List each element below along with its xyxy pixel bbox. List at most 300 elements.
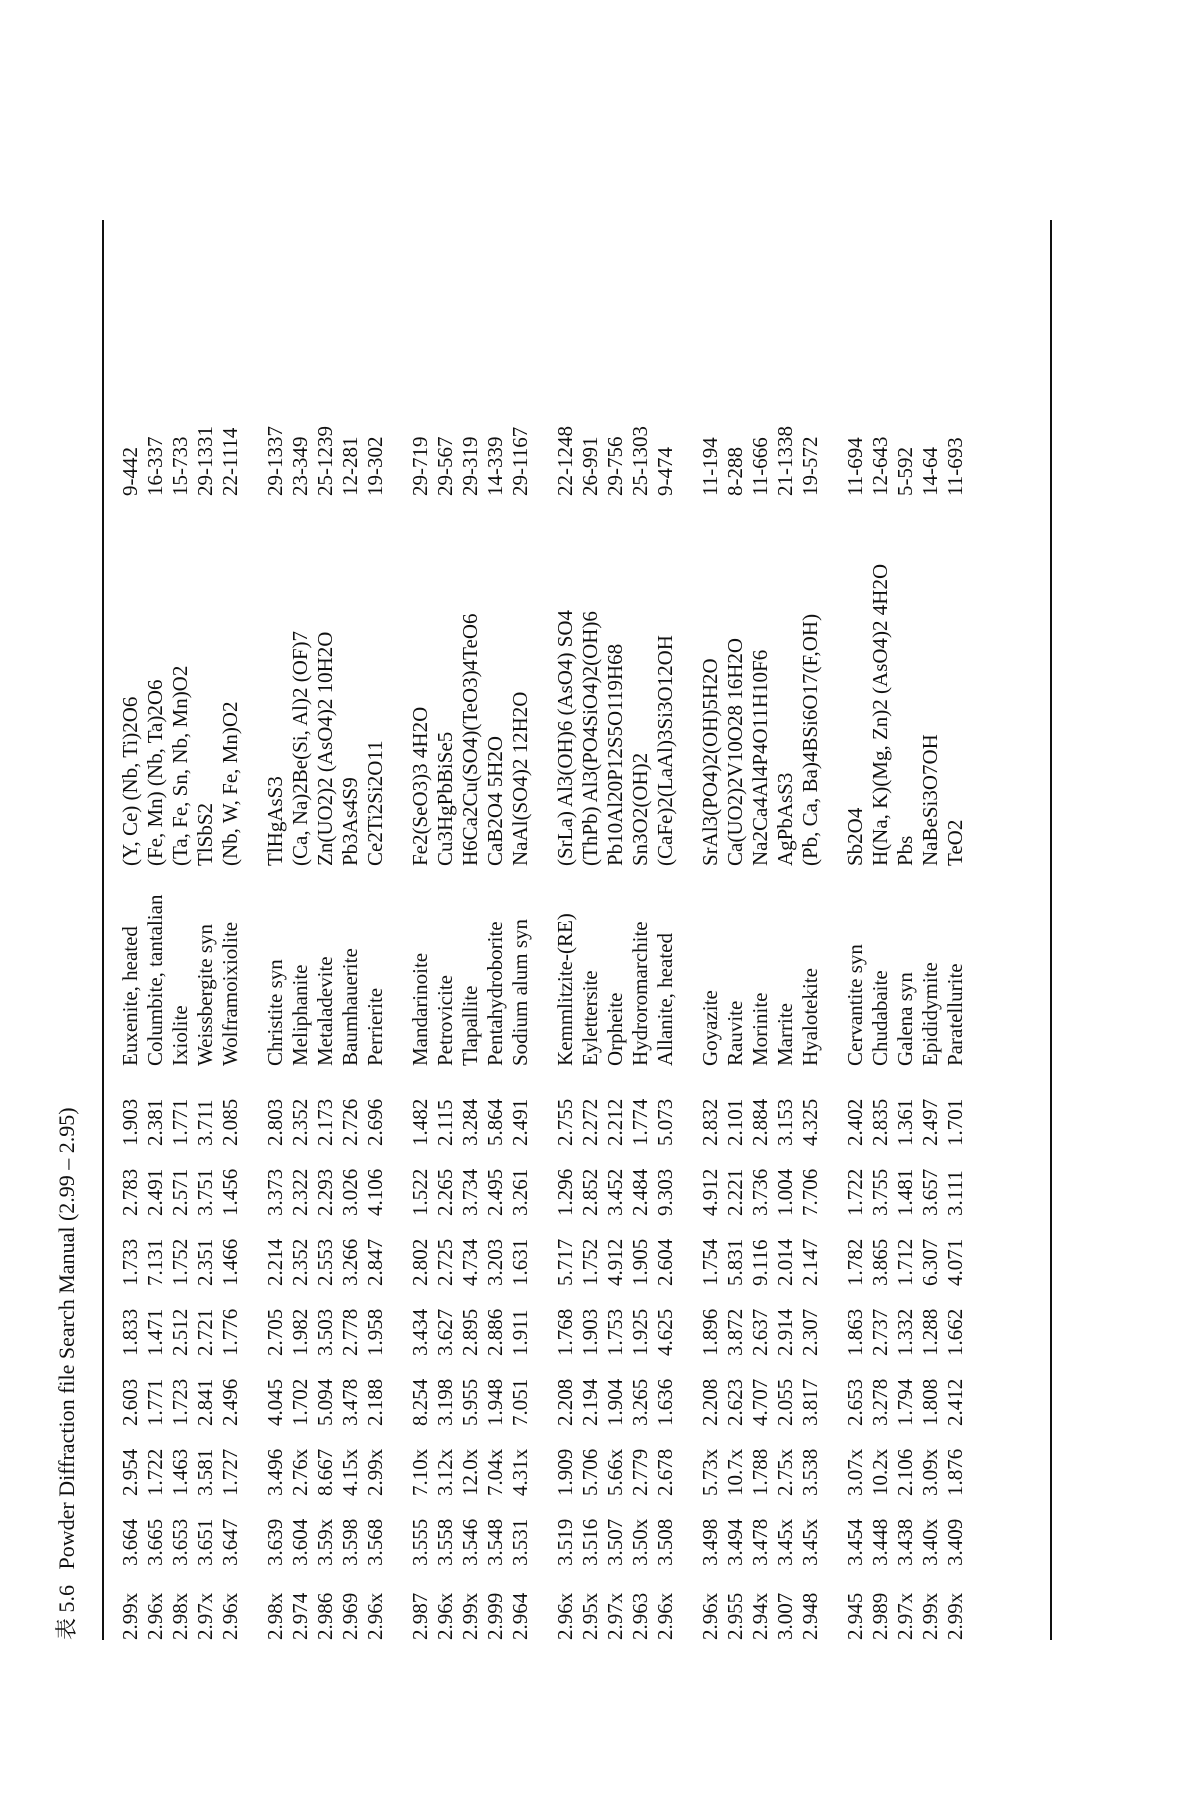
pdf-card-number: 11-194: [698, 437, 722, 496]
chemical-formula: NaBeSi3O7OH: [918, 734, 942, 866]
d-spacing-value: 1.782: [843, 1238, 867, 1286]
d-spacing-value: 2.147: [798, 1238, 822, 1286]
pdf-card-number: 15-733: [168, 436, 192, 496]
chemical-formula: (SrLa) Al3(OH)6 (AsO4) SO4: [553, 609, 577, 866]
d-spacing-value: 3.284: [458, 1098, 482, 1146]
d-spacing-value: 3.278: [868, 1378, 892, 1426]
d-spacing-value: 2.491: [143, 1168, 167, 1216]
d-spacing-value: 3.568: [363, 1518, 387, 1566]
d-spacing-value: 1.752: [578, 1238, 602, 1286]
d-spacing-value: 1.771: [143, 1378, 167, 1426]
d-spacing-value: 6.307: [918, 1238, 942, 1286]
d-spacing-value: 4.106: [363, 1168, 387, 1216]
d-spacing-value: 2.307: [798, 1308, 822, 1356]
table-row: [218, 200, 243, 1640]
d-spacing-value: 3.665: [143, 1518, 167, 1566]
d-spacing-value: 4.912: [603, 1238, 627, 1286]
chemical-formula: H(Na, K)(Mg, Zn)2 (AsO4)2 4H2O: [868, 563, 892, 866]
d-spacing-primary: 2.945: [843, 1592, 867, 1640]
mineral-name: Ixiolite: [168, 1005, 192, 1066]
d-spacing-value: 2.173: [313, 1098, 337, 1146]
d-spacing-primary: 2.96x: [553, 1592, 577, 1640]
d-spacing-value: 3.872: [723, 1308, 747, 1356]
d-spacing-primary: 3.007: [773, 1592, 797, 1640]
d-spacing-value: 2.841: [193, 1378, 217, 1426]
d-spacing-value: 2.803: [263, 1098, 287, 1146]
d-spacing-value: 2.495: [483, 1168, 507, 1216]
pdf-card-number: 16-337: [143, 436, 167, 496]
chemical-formula: AgPbAsS3: [773, 772, 797, 866]
d-spacing-value: 2.604: [653, 1238, 677, 1286]
d-spacing-value: 2.653: [843, 1378, 867, 1426]
d-spacing-value: 3.751: [193, 1168, 217, 1216]
row-group: [263, 200, 388, 1640]
d-spacing-value: 2.491: [508, 1098, 532, 1146]
d-spacing-value: 3.581: [193, 1448, 217, 1496]
d-spacing-value: 3.519: [553, 1518, 577, 1566]
pdf-card-number: 12-281: [338, 436, 362, 496]
d-spacing-value: 3.09x: [918, 1448, 942, 1496]
chemical-formula: NaAl(SO4)2 12H2O: [508, 691, 532, 866]
d-spacing-value: 2.783: [118, 1168, 142, 1216]
table-row: [483, 200, 508, 1640]
mineral-name: Eylettersite: [578, 970, 602, 1066]
d-spacing-primary: 2.989: [868, 1592, 892, 1640]
d-spacing-value: 3.516: [578, 1518, 602, 1566]
d-spacing-primary: 2.99x: [943, 1592, 967, 1640]
table-row: [118, 200, 143, 1640]
d-spacing-value: 3.657: [918, 1168, 942, 1216]
d-spacing-value: 5.706: [578, 1448, 602, 1496]
d-spacing-value: 1.702: [288, 1378, 312, 1426]
d-spacing-value: 5.73x: [698, 1448, 722, 1496]
table-row: [168, 200, 193, 1640]
d-spacing-value: 2.512: [168, 1308, 192, 1356]
d-spacing-value: 3.664: [118, 1518, 142, 1566]
chemical-formula: (Y, Ce) (Nb, Ti)2O6: [118, 696, 142, 866]
d-spacing-value: 5.66x: [603, 1448, 627, 1496]
d-spacing-value: 3.026: [338, 1168, 362, 1216]
table-row: [313, 200, 338, 1640]
d-spacing-value: 2.852: [578, 1168, 602, 1216]
d-spacing-value: 3.434: [408, 1308, 432, 1356]
d-spacing-value: 2.085: [218, 1098, 242, 1146]
d-spacing-value: 1.896: [698, 1308, 722, 1356]
d-spacing-value: 7.706: [798, 1168, 822, 1216]
d-spacing-value: 4.325: [798, 1098, 822, 1146]
d-spacing-value: 5.094: [313, 1378, 337, 1426]
d-spacing-primary: 2.986: [313, 1592, 337, 1640]
d-spacing-value: 1.958: [363, 1308, 387, 1356]
d-spacing-value: 3.546: [458, 1518, 482, 1566]
pdf-card-number: 11-694: [843, 437, 867, 496]
d-spacing-value: 1.903: [118, 1098, 142, 1146]
table-row: [868, 200, 893, 1640]
d-spacing-value: 1.722: [843, 1168, 867, 1216]
mineral-name: Meliphanite: [288, 964, 312, 1066]
chemical-formula: Ce2Ti2Si2O11: [363, 740, 387, 866]
d-spacing-value: 3.755: [868, 1168, 892, 1216]
d-spacing-value: 1.723: [168, 1378, 192, 1426]
mineral-name: Epididymite: [918, 962, 942, 1066]
mineral-name: Euxenite, heated: [118, 926, 142, 1066]
d-spacing-value: 1.768: [553, 1308, 577, 1356]
d-spacing-value: 2.779: [628, 1448, 652, 1496]
pdf-card-number: 25-1303: [628, 426, 652, 496]
d-spacing-primary: 2.94x: [748, 1592, 772, 1640]
d-spacing-primary: 2.96x: [218, 1592, 242, 1640]
d-spacing-value: 5.073: [653, 1098, 677, 1146]
chemical-formula: H6Ca2Cu(SO4)(TeO3)4TeO6: [458, 613, 482, 866]
d-spacing-value: 3.40x: [918, 1518, 942, 1566]
table-row: [798, 200, 823, 1640]
d-spacing-value: 3.736: [748, 1168, 772, 1216]
d-spacing-primary: 2.99x: [458, 1592, 482, 1640]
d-spacing-value: 2.194: [578, 1378, 602, 1426]
table-body: [118, 200, 988, 1640]
pdf-card-number: 29-319: [458, 436, 482, 496]
d-spacing-value: 2.553: [313, 1238, 337, 1286]
d-spacing-value: 3.203: [483, 1238, 507, 1286]
pdf-card-number: 5-592: [893, 447, 917, 496]
d-spacing-primary: 2.974: [288, 1592, 312, 1640]
d-spacing-value: 1.733: [118, 1238, 142, 1286]
d-spacing-value: 8.667: [313, 1448, 337, 1496]
d-spacing-value: 2.778: [338, 1308, 362, 1356]
bottom-rule: [1050, 220, 1052, 1640]
d-spacing-value: 3.454: [843, 1518, 867, 1566]
d-spacing-value: 5.955: [458, 1378, 482, 1426]
d-spacing-value: 3.448: [868, 1518, 892, 1566]
mineral-name: Goyazite: [698, 990, 722, 1066]
d-spacing-value: 2.571: [168, 1168, 192, 1216]
pdf-card-number: 19-572: [798, 436, 822, 496]
table-row: [553, 200, 578, 1640]
d-spacing-value: 3.711: [193, 1099, 217, 1146]
d-spacing-value: 1.722: [143, 1448, 167, 1496]
d-spacing-value: 1.456: [218, 1168, 242, 1216]
table-row: [748, 200, 773, 1640]
top-rule: [102, 220, 104, 1640]
d-spacing-value: 1.925: [628, 1308, 652, 1356]
mineral-name: Cervantite syn: [843, 944, 867, 1066]
d-spacing-value: 2.678: [653, 1448, 677, 1496]
mineral-name: Morinite: [748, 992, 772, 1066]
table-row: [893, 200, 918, 1640]
d-spacing-value: 3.409: [943, 1518, 967, 1566]
d-spacing-value: 1.463: [168, 1448, 192, 1496]
mineral-name: Christite syn: [263, 959, 287, 1066]
d-spacing-value: 1.636: [653, 1378, 677, 1426]
chemical-formula: TlHgAsS3: [263, 776, 287, 866]
d-spacing-value: 2.737: [868, 1308, 892, 1356]
d-spacing-value: 3.261: [508, 1168, 532, 1216]
d-spacing-primary: 2.97x: [893, 1592, 917, 1640]
d-spacing-value: 12.0x: [458, 1448, 482, 1496]
d-spacing-value: 2.496: [218, 1378, 242, 1426]
d-spacing-value: 1.712: [893, 1238, 917, 1286]
d-spacing-value: 3.478: [338, 1378, 362, 1426]
chemical-formula: CaB2O4 5H2O: [483, 735, 507, 866]
d-spacing-primary: 2.99x: [118, 1592, 142, 1640]
d-spacing-value: 9.303: [653, 1168, 677, 1216]
d-spacing-value: 3.508: [653, 1518, 677, 1566]
mineral-name: Orpheite: [603, 992, 627, 1066]
table-row: [843, 200, 868, 1640]
table-row: [698, 200, 723, 1640]
d-spacing-value: 3.817: [798, 1378, 822, 1426]
row-group: [408, 200, 533, 1640]
pdf-card-number: 29-567: [433, 436, 457, 496]
d-spacing-value: 4.734: [458, 1238, 482, 1286]
pdf-card-number: 11-693: [943, 437, 967, 496]
d-spacing-value: 1.774: [628, 1098, 652, 1146]
d-spacing-value: 2.705: [263, 1308, 287, 1356]
chemical-formula: (Ta, Fe, Sn, Nb, Mn)O2: [168, 665, 192, 866]
row-group: [698, 200, 823, 1640]
d-spacing-value: 2.208: [698, 1378, 722, 1426]
pdf-card-number: 29-1337: [263, 426, 287, 496]
d-spacing-value: 3.639: [263, 1518, 287, 1566]
chemical-formula: Pbs: [893, 835, 917, 866]
d-spacing-primary: 2.999: [483, 1592, 507, 1640]
d-spacing-value: 3.548: [483, 1518, 507, 1566]
d-spacing-primary: 2.97x: [193, 1592, 217, 1640]
d-spacing-value: 2.106: [893, 1448, 917, 1496]
d-spacing-value: 1.662: [943, 1308, 967, 1356]
d-spacing-value: 1.631: [508, 1238, 532, 1286]
d-spacing-value: 2.497: [918, 1098, 942, 1146]
d-spacing-value: 1.863: [843, 1308, 867, 1356]
row-group: [553, 200, 678, 1640]
d-spacing-value: 2.352: [288, 1098, 312, 1146]
d-spacing-value: 10.7x: [723, 1448, 747, 1496]
d-spacing-value: 1.771: [168, 1098, 192, 1146]
pdf-card-number: 9-474: [653, 447, 677, 496]
d-spacing-value: 2.603: [118, 1378, 142, 1426]
d-spacing-value: 3.07x: [843, 1448, 867, 1496]
d-spacing-value: 2.954: [118, 1448, 142, 1496]
d-spacing-value: 3.531: [508, 1518, 532, 1566]
d-spacing-value: 1.788: [748, 1448, 772, 1496]
chemical-formula: (Ca, Na)2Be(Si, Al)2 (OF)7: [288, 630, 312, 866]
d-spacing-value: 3.627: [433, 1308, 457, 1356]
d-spacing-value: 2.835: [868, 1098, 892, 1146]
pdf-card-number: 29-756: [603, 436, 627, 496]
d-spacing-value: 1.332: [893, 1308, 917, 1356]
table-row: [508, 200, 533, 1640]
mineral-name: Galena syn: [893, 972, 917, 1066]
pdf-card-number: 26-991: [578, 436, 602, 496]
d-spacing-value: 4.625: [653, 1308, 677, 1356]
d-spacing-value: 2.293: [313, 1168, 337, 1216]
d-spacing-value: 3.604: [288, 1518, 312, 1566]
mineral-name: Rauvite: [723, 1000, 747, 1066]
d-spacing-value: 2.322: [288, 1168, 312, 1216]
table-row: [603, 200, 628, 1640]
table-row: [363, 200, 388, 1640]
d-spacing-value: 1.471: [143, 1308, 167, 1356]
d-spacing-primary: 2.95x: [578, 1592, 602, 1640]
d-spacing-value: 2.895: [458, 1308, 482, 1356]
d-spacing-value: 7.051: [508, 1378, 532, 1426]
d-spacing-value: 2.484: [628, 1168, 652, 1216]
d-spacing-value: 4.045: [263, 1378, 287, 1426]
chemical-formula: Fe2(SeO3)3 4H2O: [408, 706, 432, 866]
mineral-name: Sodium alum syn: [508, 918, 532, 1066]
chemical-formula: Cu3HgPbBiSe5: [433, 731, 457, 866]
mineral-name: Columbite, tantalian: [143, 894, 167, 1066]
pdf-card-number: 22-1248: [553, 426, 577, 496]
d-spacing-value: 3.647: [218, 1518, 242, 1566]
pdf-card-number: 11-666: [748, 437, 772, 496]
d-spacing-value: 2.886: [483, 1308, 507, 1356]
d-spacing-primary: 2.987: [408, 1592, 432, 1640]
chemical-formula: Zn(UO2)2 (AsO4)2 10H2O: [313, 631, 337, 866]
d-spacing-primary: 2.964: [508, 1592, 532, 1640]
d-spacing-value: 2.351: [193, 1238, 217, 1286]
d-spacing-value: 2.755: [553, 1098, 577, 1146]
d-spacing-value: 1.296: [553, 1168, 577, 1216]
d-spacing-value: 1.361: [893, 1098, 917, 1146]
d-spacing-value: 2.115: [433, 1099, 457, 1146]
chemical-formula: (CaFe)2(LaAl)3Si3O12OH: [653, 635, 677, 866]
d-spacing-value: 2.014: [773, 1238, 797, 1286]
d-spacing-value: 3.438: [893, 1518, 917, 1566]
d-spacing-value: 1.904: [603, 1378, 627, 1426]
d-spacing-value: 2.221: [723, 1168, 747, 1216]
mineral-name: Baumhauerite: [338, 948, 362, 1066]
d-spacing-value: 1.905: [628, 1238, 652, 1286]
d-spacing-value: 2.188: [363, 1378, 387, 1426]
pdf-card-number: 12-643: [868, 436, 892, 496]
pdf-card-number: 23-349: [288, 436, 312, 496]
d-spacing-value: 3.45x: [798, 1518, 822, 1566]
d-spacing-value: 3.653: [168, 1518, 192, 1566]
pdf-card-number: 19-302: [363, 436, 387, 496]
d-spacing-primary: 2.963: [628, 1592, 652, 1640]
d-spacing-value: 5.717: [553, 1238, 577, 1286]
d-spacing-value: 4.31x: [508, 1448, 532, 1496]
d-spacing-primary: 2.96x: [698, 1592, 722, 1640]
d-spacing-value: 2.412: [943, 1378, 967, 1426]
table-row: [263, 200, 288, 1640]
d-spacing-value: 7.04x: [483, 1448, 507, 1496]
d-spacing-value: 3.494: [723, 1518, 747, 1566]
d-spacing-value: 2.847: [363, 1238, 387, 1286]
d-spacing-primary: 2.948: [798, 1592, 822, 1640]
d-spacing-value: 3.555: [408, 1518, 432, 1566]
d-spacing-primary: 2.96x: [143, 1592, 167, 1640]
d-spacing-value: 4.071: [943, 1238, 967, 1286]
d-spacing-value: 1.004: [773, 1168, 797, 1216]
page-header: [50, 200, 90, 1640]
d-spacing-value: 1.727: [218, 1448, 242, 1496]
chemical-formula: TlSbS2: [193, 802, 217, 866]
chemical-formula: (Fe, Mn) (Nb, Ta)2O6: [143, 679, 167, 866]
table-row: [723, 200, 748, 1640]
d-spacing-value: 3.50x: [628, 1518, 652, 1566]
d-spacing-value: 2.214: [263, 1238, 287, 1286]
d-spacing-value: 2.212: [603, 1098, 627, 1146]
table-row: [338, 200, 363, 1640]
mineral-name: Perrierite: [363, 987, 387, 1066]
table-row: [578, 200, 603, 1640]
d-spacing-value: 2.265: [433, 1168, 457, 1216]
table-row: [288, 200, 313, 1640]
mineral-name: Hydroromarchite: [628, 921, 652, 1066]
chemical-formula: SrAl3(PO4)2(OH)5H2O: [698, 658, 722, 866]
d-spacing-value: 5.831: [723, 1238, 747, 1286]
d-spacing-value: 3.111: [943, 1170, 967, 1216]
d-spacing-value: 1.753: [603, 1308, 627, 1356]
chemical-formula: Pb10Al20P12S5O119H68: [603, 643, 627, 866]
pdf-card-number: 14-339: [483, 436, 507, 496]
d-spacing-value: 1.752: [168, 1238, 192, 1286]
d-spacing-value: 2.914: [773, 1308, 797, 1356]
d-spacing-value: 1.482: [408, 1098, 432, 1146]
d-spacing-primary: 2.96x: [653, 1592, 677, 1640]
d-spacing-value: 1.288: [918, 1308, 942, 1356]
row-group: [843, 200, 968, 1640]
d-spacing-value: 1.466: [218, 1238, 242, 1286]
table-row: [193, 200, 218, 1640]
d-spacing-value: 2.726: [338, 1098, 362, 1146]
d-spacing-value: 7.131: [143, 1238, 167, 1286]
d-spacing-value: 3.45x: [773, 1518, 797, 1566]
d-spacing-value: 3.498: [698, 1518, 722, 1566]
d-spacing-value: 3.558: [433, 1518, 457, 1566]
d-spacing-value: 2.208: [553, 1378, 577, 1426]
d-spacing-value: 3.598: [338, 1518, 362, 1566]
d-spacing-value: 9.116: [748, 1239, 772, 1286]
mineral-name: Paratellurite: [943, 963, 967, 1066]
pdf-card-number: 9-442: [118, 447, 142, 496]
d-spacing-value: 3.12x: [433, 1448, 457, 1496]
d-spacing-value: 3.59x: [313, 1518, 337, 1566]
d-spacing-value: 1.903: [578, 1308, 602, 1356]
d-spacing-value: 3.538: [798, 1448, 822, 1496]
d-spacing-value: 2.75x: [773, 1448, 797, 1496]
mineral-name: Chudabaite: [868, 970, 892, 1066]
d-spacing-value: 4.912: [698, 1168, 722, 1216]
d-spacing-value: 1.982: [288, 1308, 312, 1356]
pdf-card-number: 8-288: [723, 447, 747, 496]
d-spacing-value: 2.381: [143, 1098, 167, 1146]
d-spacing-value: 3.265: [628, 1378, 652, 1426]
d-spacing-value: 2.884: [748, 1098, 772, 1146]
chemical-formula: Ca(UO2)2V10O28 16H2O: [723, 637, 747, 866]
d-spacing-value: 1.754: [698, 1238, 722, 1286]
d-spacing-value: 2.402: [843, 1098, 867, 1146]
rotated-table-page: [50, 200, 1060, 1640]
d-spacing-value: 2.055: [773, 1378, 797, 1426]
d-spacing-value: 1.701: [943, 1098, 967, 1146]
d-spacing-value: 2.696: [363, 1098, 387, 1146]
d-spacing-value: 3.478: [748, 1518, 772, 1566]
d-spacing-value: 1.808: [918, 1378, 942, 1426]
d-spacing-value: 2.99x: [363, 1448, 387, 1496]
d-spacing-value: 5.864: [483, 1098, 507, 1146]
mineral-name: Allanite, heated: [653, 933, 677, 1066]
chemical-formula: Na2Ca4Al4P4O11H10F6: [748, 649, 772, 866]
d-spacing-value: 4.15x: [338, 1448, 362, 1496]
d-spacing-value: 1.794: [893, 1378, 917, 1426]
table-number: 表 5.6: [54, 1584, 79, 1640]
pdf-card-number: 21-1338: [773, 426, 797, 496]
d-spacing-value: 3.153: [773, 1098, 797, 1146]
mineral-name: Weissbergite syn: [193, 924, 217, 1066]
